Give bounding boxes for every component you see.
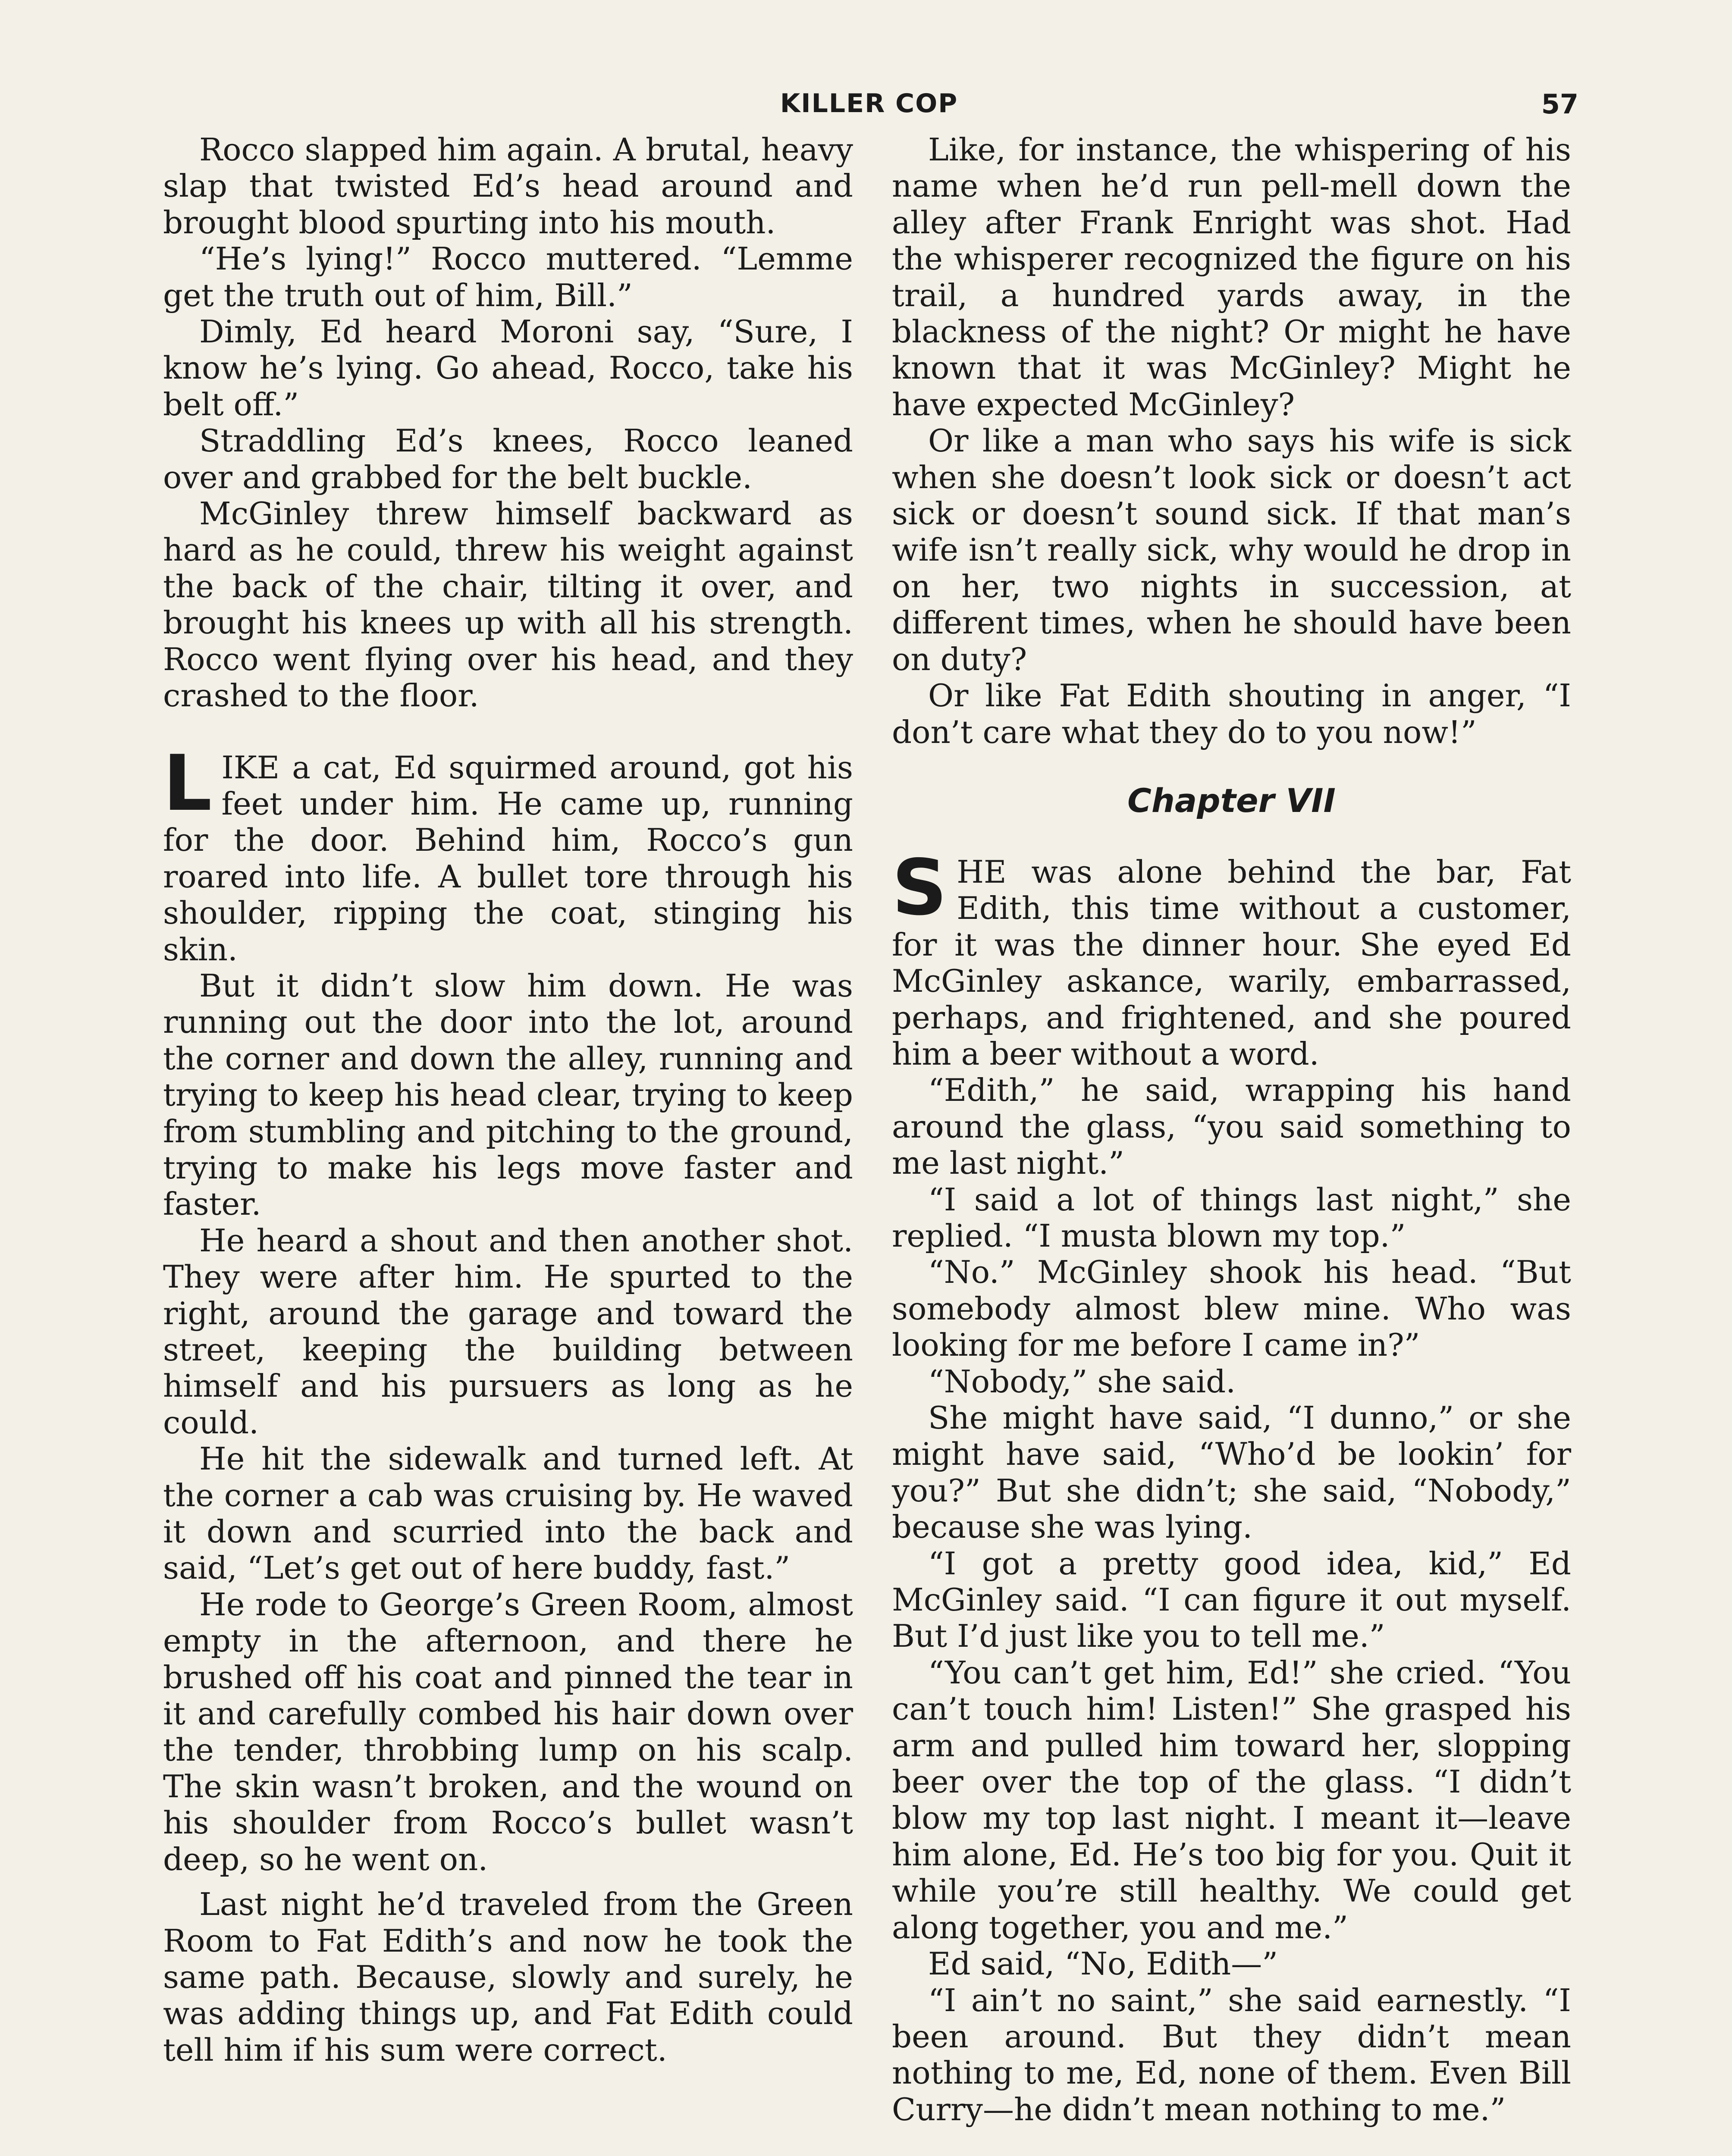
paragraph-text: IKE a cat, Ed squirmed around, got his feet under him. He came up, running for the door. Behind him, Rocco’s gun roared into life. A bullet tore through his shoulder, ripping the coat, stinging his skin. <box>163 749 853 968</box>
paragraph: “No.” McGinley shook his head. “But somebody almost blew mine. Who was looking for me before I came in?” <box>892 1254 1571 1363</box>
paragraph: But it didn’t slow him down. He was running out the door into the lot, around the corner and down the alley, running and trying to keep his head clear, trying to keep from stumbling and pitching to the ground, trying to make his legs move faster and faster. <box>163 967 853 1222</box>
paragraph: Rocco slapped him again. A brutal, heavy slap that twisted Ed’s head around and brought blood spurting into his mouth. <box>163 132 853 241</box>
paragraph-text: HE was alone behind the bar, Fat Edith, this time without a customer, for it was the dinner hour. She eyed Ed McGinley askance, warily, embarrassed, perhaps, and frightened, and she poured him a beer without a word. <box>892 853 1571 1072</box>
paragraph: “Nobody,” she said. <box>928 1363 1236 1400</box>
paragraph: “I said a lot of things last night,” she replied. “I musta blown my top.” <box>892 1181 1571 1254</box>
chapter-opening-paragraph <box>892 843 1571 1072</box>
drop-cap-letter: S <box>892 843 948 932</box>
paragraph: “Edith,” he said, wrapping his hand around the glass, “you said something to me last night.” <box>892 1072 1571 1181</box>
paragraph: Dimly, Ed heard Moroni say, “Sure, I know he’s lying. Go ahead, Rocco, take his belt off.” <box>163 313 853 423</box>
paragraph: He hit the sidewalk and turned left. At the corner a cab was cruising by. He waved it down and scurried into the back and said, “Let’s get out of here buddy, fast.” <box>163 1441 853 1586</box>
left-text-column <box>163 132 853 2068</box>
section-opening-paragraph <box>163 738 853 968</box>
paragraph: “You can’t get him, Ed!” she cried. “You can’t touch him! Listen!” She grasped his arm and pulled him toward her, slopping beer over the top of the glass. “I didn’t blow my top last night. I meant it—leave him alone, Ed. He’s too big for you. Quit it while you’re still healthy. We could get along together, you and me.” <box>892 1654 1571 1946</box>
paragraph: McGinley threw himself backward as hard as he could, threw his weight against the back of the chair, tilting it over, and brought his knees up with all his strength. Rocco went flying over his head, and they crashed to the floor. <box>163 495 853 714</box>
paragraph: Or like a man who says his wife is sick when she doesn’t look sick or doesn’t act sick or doesn’t sound sick. If that man’s wife isn’t really sick, why would he drop in on her, two nights in succession, at different times, when he should have been on duty? <box>892 423 1571 677</box>
paragraph: “I got a pretty good idea, kid,” Ed McGinley said. “I can figure it out myself. But I’d just like you to tell me.” <box>892 1545 1571 1655</box>
chapter-heading: Chapter VII <box>1127 781 1336 820</box>
right-text-column <box>892 132 1571 2128</box>
page-header <box>160 88 1578 127</box>
running-title: KILLER COP <box>780 88 958 119</box>
paragraph: Last night he’d traveled from the Green Room to Fat Edith’s and now he took the same path. Because, slowly and surely, he was adding things up, and Fat Edith could tell him if his sum were correct. <box>163 1886 853 2068</box>
paragraph: Ed said, “No, Edith—” <box>928 1946 1278 1982</box>
paragraph: He rode to George’s Green Room, almost empty in the afternoon, and there he brushed off his coat and pinned the tear in it and carefully combed his hair down over the tender, throbbing lump on his scalp. The skin wasn’t broken, and the wound on his shoulder from Rocco’s bullet wasn’t deep, so he went on. <box>163 1586 853 1877</box>
page-number: 57 <box>1541 88 1578 120</box>
drop-cap-letter: L <box>163 738 212 828</box>
paragraph: Or like Fat Edith shouting in anger, “I don’t care what they do to you now!” <box>892 677 1571 750</box>
paragraph: “I ain’t no saint,” she said earnestly. “I been around. But they didn’t mean nothing to me, Ed, none of them. Even Bill Curry—he didn’t mean nothing to me.” <box>892 1982 1571 2128</box>
paragraph: Straddling Ed’s knees, Rocco leaned over and grabbed for the belt buckle. <box>163 423 853 495</box>
paragraph: She might have said, “I dunno,” or she might have said, “Who’d be lookin’ for you?” But she didn’t; she said, “Nobody,” because she was lying. <box>892 1400 1571 1545</box>
paragraph: “He’s lying!” Rocco muttered. “Lemme get the truth out of him, Bill.” <box>163 241 853 313</box>
paragraph: Like, for instance, the whispering of his name when he’d run pell-mell down the alley after Frank Enright was shot. Had the whisperer recognized the figure on his trail, a hundred yards away, in the blackness of the night? Or might he have known that it was McGinley? Might he have expected McGinley? <box>892 132 1571 423</box>
paragraph: He heard a shout and then another shot. They were after him. He spurted to the right, around the garage and toward the street, keeping the building between himself and his pursuers as long as he could. <box>163 1222 853 1441</box>
